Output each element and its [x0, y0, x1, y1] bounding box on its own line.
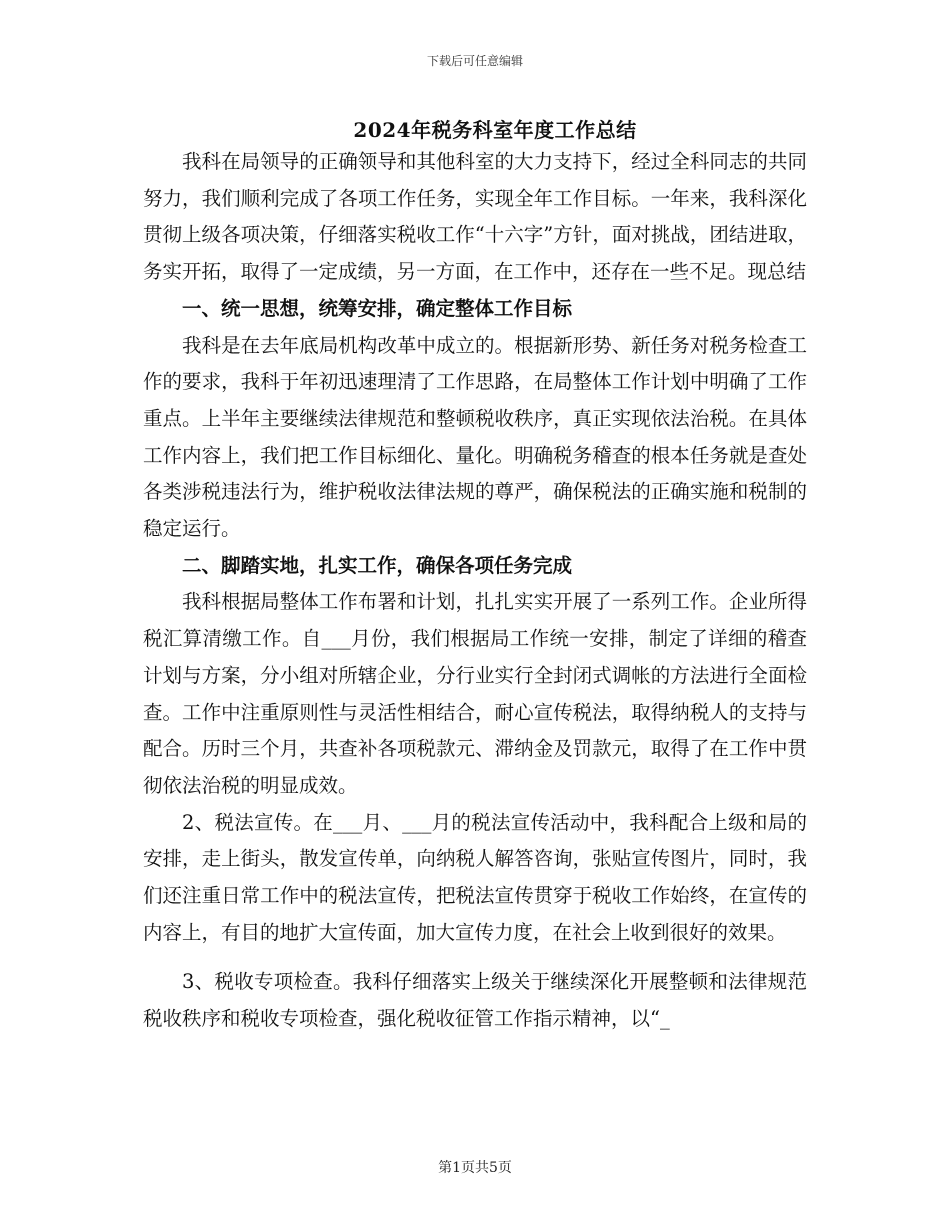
- item-3-paragraph: 3、税收专项检查。我科仔细落实上级关于继续深化开展整顿和法律规范税收秩序和税收专项检查，强化税收征管工作指示精神，以“_: [143, 970, 807, 1031]
- header-note: 下载后可任意编辑: [426, 54, 523, 68]
- section-heading-1: 一、统一思想，统筹安排，确定整体工作目标: [182, 296, 573, 320]
- section-heading-2: 二、脚踏实地，扎实工作，确保各项任务完成: [182, 553, 573, 577]
- section-2-paragraph: 我科根据局整体工作布署和计划，扎扎实实开展了一系列工作。企业所得税汇算清缴工作。自___月份，我们根据局工作统一安排，制定了详细的稽查计划与方案，分小组对所辖企业，分行业实行全封闭式调帐的方法进行全面检查。工作中注重原则性与灵活性相结合，耐心宣传税法，取得纳税人的支持与配合。历时三个月，共查补各项税款元、滞纳金及罚款元，取得了在工作中贯彻依法治税的明显成效。: [143, 590, 807, 797]
- page-number-footer: 第1页共5页: [438, 1160, 512, 1176]
- section-1-paragraph: 我科是在去年底局机构改革中成立的。根据新形势、新任务对税务检查工作的要求，我科于年初迅速理清了工作思路，在局整体工作计划中明确了工作重点。上半年主要继续法律规范和整顿税收秩序，真正实现依法治税。在具体工作内容上，我们把工作目标细化、量化。明确税务稽查的根本任务就是查处各类涉税违法行为，维护税收法律法规的尊严，确保税法的正确实施和税制的稳定运行。: [143, 333, 807, 541]
- document-title: 2024年税务科室年度工作总结: [353, 118, 637, 142]
- intro-paragraph: 我科在局领导的正确领导和其他科室的大力支持下，经过全科同志的共同努力，我们顺利完成了各项工作任务，实现全年工作目标。一年来，我科深化贯彻上级各项决策，仔细落实税收工作“十六字”方针，面对挑战，团结进取，务实开拓，取得了一定成绩，另一方面，在工作中，还存在一些不足。现总结: [143, 150, 807, 284]
- item-2-paragraph: 2、税法宣传。在___月、___月的税法宣传活动中，我科配合上级和局的安排，走上街头，散发宣传单，向纳税人解答咨询，张贴宣传图片，同时，我们还注重日常工作中的税法宣传，把税法宣传贯穿于税收工作始终，在宣传的内容上，有目的地扩大宣传面，加大宣传力度，在社会上收到很好的效果。: [143, 810, 807, 944]
- document-body: [143, 144, 807, 1038]
